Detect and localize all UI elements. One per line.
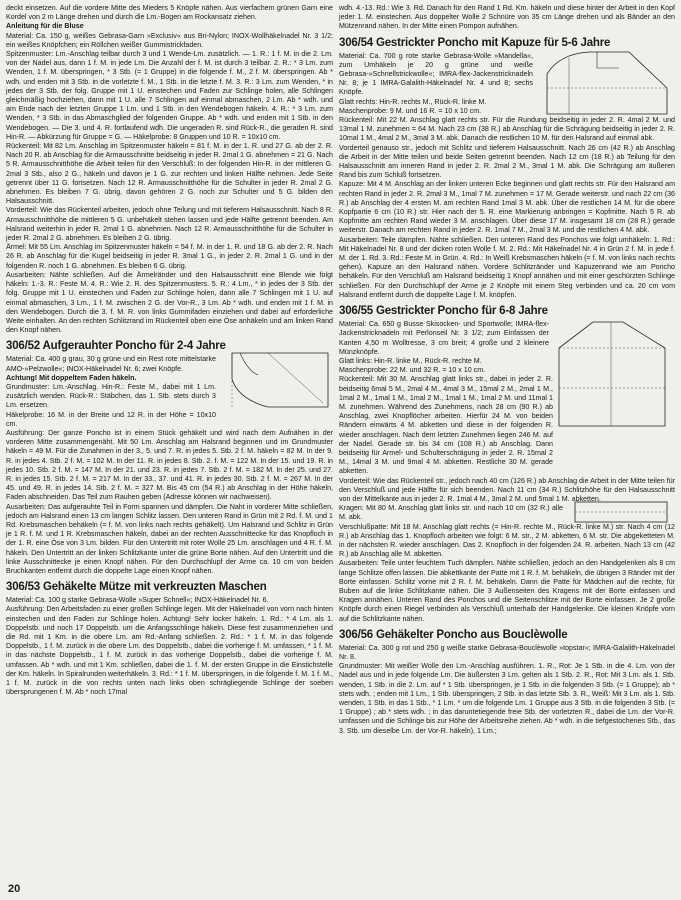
- paragraph: deckt einsetzen. Auf die vordere Mitte des Mieders 5 Knöpfe nähen. Aus vierfachem grünen Garn eine Kordel von 2 m Länge drehen und durch die Lm.-Bogen am Rockansatz ziehen.: [6, 4, 333, 22]
- paragraph: Vorderteil genauso str., jedoch mit Schlitz und tieferem Halsausschnitt. Nach 26 cm (42 R.) ab Anschlag die Arbeit in der Mitte teilen und beide Seiten getrennt beenden. Nach 12 cm (18 R.) ab Teilung für den Halsausschnitt am inneren Rand in jeder 2. R. 2mal 2 M., 3mal 1 M. abk. Die Schrägung am äußeren Rand bis zum Schluß fortsetzen.: [339, 143, 675, 180]
- s54-intro: [339, 52, 533, 116]
- paragraph: Glatt links: Hin-R. linke M., Rück-R. rechte M.: [339, 356, 482, 365]
- section-title-306-55: 306/55 Gestrickter Poncho für 6-8 Jahre: [339, 305, 548, 318]
- section-title-306-53: 306/53 Gehäkelte Mütze mit verkreuzten Maschen: [6, 581, 267, 594]
- paragraph: Ärmel: Mit 55 Lm. Anschlag im Spitzenmuster häkeln = 54 f. M. in der 1. R. und 18 G. ab der 2. R. Nach 26 R. ab Anschlag für die Kugel beidseitig in jeder R. 3mal 1 G., in jeder 2. R. 2mal 1 G. und in der folgenden R. noch 1 G. abnehmen. Es bleiben 6 G. übrig.: [6, 243, 333, 270]
- poncho-55-diagram: [553, 318, 673, 430]
- s52-intro: [6, 355, 216, 429]
- right-column: [339, 4, 675, 736]
- paragraph: Kapuze: Mit 4 M. Anschlag an der linken unteren Ecke beginnen und glatt rechts str. Für den Halsrand am rechten Rand in jeder 2. R. 2mal 3 M., 1mal 7 M. zunehmen = 17 M. Gerade weiterstr. und nach 22 cm (36 R.) ab Anschlag der 4 ersten M. am rechten Rand 1mal 3 M. abk. Über die restlichen 14 M. für die obere Kopfpartie 6 cm (10 R.) str. Hier nach der 5. R. eine Markierung anbringen = Kopfmitte. Nach 5 R. ab Kopfmitte am rechten Rand wieder 3 M. anschlagen. Über diese 17 M. insgesamt 18 cm (28 R.) gerade weiterstr. Danach am rechten Rand in jeder 2. R. 1mal 7 M., 2mal 3 M. und die restlichen 4 M. abk.: [339, 180, 675, 235]
- paragraph: Material: Ca. 100 g starke Gebrasa-Wolle »Super Schnell«; INOX-Häkelnadel Nr. 6.: [6, 596, 269, 605]
- left-column: [6, 4, 333, 697]
- paragraph: Kragen: Mit 80 M. Anschlag glatt links str. und nach 10 cm (32 R.) alle M. abk.: [339, 504, 563, 522]
- paragraph: Material: Ca. 300 g rot und 250 g weiße starke Gebrasa-Bouclèwolle »topstar«; IMRA-Galalith-Häkelnadel Nr. 8.: [339, 643, 675, 661]
- paragraph: Maschenprobe: 22 M. und 32 R. = 10 x 10 cm.: [339, 366, 486, 375]
- paragraph: Achtung! Mit doppeltem Faden häkeln.: [6, 373, 137, 382]
- paragraph: Rückenteil: Mit 30 M. Anschlag glatt links str., dabei in jeder 2. R. beidseitig 6mal 5 M., 2mal 4 M., 4mal 3 M., 15mal 2 M., 2mal 1 M., 1mal 2 M., 1mal 1 M., 1mal 2 M., 1mal 1 M., 1mal 2 M. und 11mal 1 M. zunehmen. Während des Zunehmens, nach 28 cm (90 R.) ab Anschlag, zwei Knopflöcher arbeiten. Hierfür 24 M. von beiden Rändern einwärts 4 M. abketten und diese in der folgenden R. wieder anschlagen. Nach dem letzten Zunehmen liegen 246 M. auf der Nadel. Gerade str. bis 34 cm (108 R.) ab Anschlag. Dann beidseitig für Armel- und Schulterschrägung in jeder 2. R. 15mal 2 M., 14mal 3 M. und 9mal 4 M. abketten. Restliche 30 M. gerade abketten.: [339, 375, 553, 476]
- subheading-bluse: Anleitung für die Bluse: [6, 22, 84, 31]
- paragraph: Material: Ca. 150 g, weißes Gebrasa-Garn »Exclusiv« aus Bri-Nylon; INOX-Wollhäkelnadel Nr. 3 1/2; ein weißes Knöpfchen; ein Röllchen weißer Gummistrickfaden.: [6, 31, 333, 49]
- left-intro: [6, 4, 333, 22]
- page-number: 20: [8, 883, 21, 895]
- collar-55-diagram: [571, 498, 671, 526]
- paragraph: Ausführung: Der ganze Poncho ist in einem Stück gehäkelt und wird nach dem Aufnähen in der vorderen Mitte zusammengenäht. Mit 50 Lm. Anschlag am Halsrand beginnen und im Grundmuster häkeln = 49 M. Für die Zunahmen in der 3., 5. und 7. R. in jedes 5. Stb. 2 f. M. häkeln = 82 M. In der 9. R. in jedes 4. Stb. 2 f. M. = 102 M. In der 11. R. in jedes 8. Stb. 2. f. M. = 122 M. In der 15. und 19. R. in jedes 10. Stb. 2 f. M. = 147 M. In der 21. und 23. R. in jedes 7. Stb. 2 f. M. = 182 M. In der 25. und 27. R. in jedes 15. Stb. 2 f. M. = 217 M. In der 33., 37. und 41. R. in jedes 30. Stb. 2 f. M. = 267 M. In der 45. und 49. R. in jedes 14. Stb. 2 f. M. = 327 M. Bis 45 cm (54 R.) ab Anschlag in der Höhe häkeln, Faden abschneiden. Das Teil zum Rauhen geben (Adresse können wir nachweisen).: [6, 428, 333, 502]
- section-title-306-54: 306/54 Gestrickter Poncho mit Kapuze für 5-6 Jahre: [339, 36, 611, 49]
- paragraph: Vorderteil: Wie das Rückenteil str., jedoch nach 40 cm (126 R.) ab Anschlag die Arbeit in der Mitte teilen für den Verschluß und jede Hälfte für sich beenden. Nach 11 cm (34 R.) Schlitzhöhe für den Halsausschnitt von der Mittelkante aus in jeder 2. R. 1mal 4 M., 3mal 2 M. und 5mal 1 M. abketten.: [339, 476, 675, 503]
- paragraph: Grundmuster: Mit weißer Wolle den Lm.-Anschlag ausführen. 1. R., Rot: Je 1 Stb. in die 4. Lm. von der Nadel aus und in jede folgende Lm. Die äußersten 3 Lm. gelten als 1 Stb. 2. R., Rot: Mit 3 Lm. als 1. Stb. wenden, 1 Stb. in die 2. Lm. auf * 1 Stb. überspringen, je 1 Stb. in die folgenden 3 Stb. (= 1 Gruppe); ab * stets wdh. ; enden mit 1 Lm., 1 Stb. überspringen, 2 Stb. in das letzte Stb. 3. R., Weiß: Mit 3 Lm. als 1. Stb. wenden, 1 Stb. in das 1 Stb., * 1 Lm. * um die folgende Lm. 1 Gruppe aus 3 Stb. in die folgenden 3 Stb. (= 1 Gruppe) ; ab * stets wdh. ; in das daruntetiegende freie Stb. der vorletzten R., dabei die Lm. der Vor-R. umfassen und die Schlinge bis zur Höhe der Arbeitsreihe ziehen. Ab * wdh. in die tiefgestochenes Stb., das 3. Stb. um dieselbe Lm. der Vor-R. häkeln), 1 Lm.;: [339, 662, 675, 735]
- paragraph: Ausarbeiten: Nähte schließen. Auf die Ärmelränder und den Halsausschnitt eine Blende wie folgt häkeln: 1.-3. R.: Feste M. 4. R.: Wie 2. R. des Spitzenmusters. 5. R.: 4 Lm., * in jedes der 3 Stb. der folg. Gruppe mit 1 U. einstechen und Faden zur Schlinge holen, dann alle 7 Schlingen mit 1 U. auf einmal abmaschen, 3 Lm., 1 f. M. zwischen 2 G. der Vor-R., 3 Lm. Ab * wdh. und enden mit 1 f. M. in den Wendebogen. Durch die 3. f. M. R. von links Gummifaden einziehen und dabei auf erforderliche Weite einhalten. An den rechten Schlitzrand im Rückenteil oben eine Öse anhäkeln und am linken Rand den Knopf nähen.: [6, 270, 333, 335]
- paragraph: Ausarbeiten: Das aufgerauhte Teil in Form spannen und dämpfen. Die Naht in vorderer Mitte schließen, jedoch am Halsrand einen 13 cm langen Schlitz lassen. Den unteren Rand in Grün mit 2 Rd. f. M. und 1 Rd. Krebsmaschen behäkeln (= f. M. von links nach rechts gehäkelt). Um Halsrand und Schlitz in Grün je 1 R. f. M. und 1 R. Krebsmaschen häkeln, dabei an der rechten Ausschnittecke für das Knopfloch in der 1. R. eine Öse von 3 Lm. bilden. Für den Untertritt mit roter Wolle 25 Lm. anschlagen und 4 R. f. M. häkeln. Den Untertritt an der linken Schlitzkante unter die grüne Borte nähen. Auf den Untertritt und die linke Ausschnittecke je einen Knopf nähen. Für den Durchschlupf der Arme ca. 10 cm von beiden Bruchkanten entfernt durch die doppelte Lage einen Knopf nähen.: [6, 502, 333, 575]
- paragraph: Material: Ca. 650 g Busse Skisocken- und Sportwolle; IMRA-flex-Jackenstricknadeln mit Perlonseil Nr. 3 1/2; zum Einfassen der Kanten 4,50 m Wolltresse, 3 cm breit; 4 große und 2 kleinere Münzknöpfe.: [339, 320, 549, 356]
- paragraph: Ausarbeiten: Teile dämpfen. Nähte schließen. Den unteren Rand des Ponchos wie folgt umhäkeln: 1. Rd.: Mit Häkelnadel Nr. 8 und der dicken roten Wolle f. M. 2. Rd.: Mit Häkelnadel Nr. 4 in Grün 2 f. M. in jede f. M. der 1. Rd. 3. Rd.: Feste M. in Grün. 4. Rd.: In Weiß Krebsmaschen häkeln (= f. M. von links nach rechts gehen). Kapuze an den Halsrand nähen. Vordere Schlitzränder und Kapuzenrand wie am Poncho behäkeln. Für den Verschluß am Halsrand beidseitig 1 Knopf annähen und mit einer geschürzten Schlinge schließen. Für den Durchschlupf der Arme je 2 Knöpfe mit einem Steg verbinden und ca. 20 cm vom Halsrand entfernt durch die doppelte Lage f. M. knöpfen.: [339, 235, 675, 299]
- paragraph: Rückenteil: Mit 22 M. Anschlag glatt rechts str. Für die Rundung beidseitig in jeder 2. R. 4mal 2 M. und 13mal 1 M. zunehmen = 64 M. Nach 23 cm (38 R.) ab Anschlag für die Schrägung beidseitig in jeder 2. R. 10mal 1 M., 4mal 2 M., 3mal 3 M. abk. Danach die restlichen 10 M. für den Halsrand auf einmal abk.: [339, 116, 675, 143]
- paragraph: Vorderteil: Wie das Rückenteil arbeiten, jedoch ohne Teilung und mit tieferem Halsausschnitt. Nach 8 R. Armausschnitthöhe die mittleren 5 G. unbehäkelt stehen lassen und jede Hälfte getrennt beenden. Am Halsrand weiterhin in jeder R. 2mal 1 G. abnehmen. Nach 12 R. Armausschnitthöhe für die Schulter in jeder R. 2mal 2 G. abnehmen. Es bleiben 2 G. übrig.: [6, 206, 333, 243]
- paragraph: Verschlußpatte: Mit 18 M. Anschlag glatt rechts (= Hin-R. rechte M., Rück-R. linke M.) str. Nach 4 cm (12 R.) ab Anschlag das 1. Knopfloch arbeiten wie folgt: 6 M. str., 2 M. abketten, 6 M. str. Die abgeketteten M. in der nächsten R. wieder anschlagen. Das 2. Knopfloch in der folgenden 24. R. arbeiten. Nach 13 cm (42 R.) ab Anschlag alle M. abketten.: [339, 522, 675, 559]
- section-title-306-52: 306/52 Aufgerauhter Poncho für 2-4 Jahre: [6, 340, 226, 353]
- poncho-54-diagram: [539, 48, 674, 120]
- paragraph: Häkelprobe: 16 M. in der Breite und 12 R. in der Höhe = 10x10 cm.: [6, 410, 216, 428]
- section-title-306-56: 306/56 Gehäkelter Poncho aus Bouclèwolle: [339, 628, 568, 641]
- paragraph: Ausführung: Den Arbeitsfaden zu einer großen Schlinge legen. Mit der Häkelnadel von vorn nach hinten einstechen und den Faden zur Schlinge holen. Achtung! Sehr locker häkeln. 1. Rd.: * 4 Lm. als 1. Doppelstb. und noch 17 Doppelstb. um die Anfangsschlinge häkeln. Diese fest zusammenziehen und die Rd. mit 1 Km. in die obere Lm. am Rd.-Anfang schließen. 2. Rd.: * 1 f. M. in das folgende Doppelstb., 1 f. M. zurück in die obere Lm. des Doppelstb., dabei die vorherige f. M. umfassen, * 1 f. M. in das nächste Doppelstb., 1 f. M. zurück in das vorherige Doppelstb., dabei die vorherige f. M. umfassen. Ab * wdh. und mit 1 Km. schließen, dabei die 1. f. M. der ersten Gruppe in die Einstichstelle der Km. häkeln. In Spiralrunden weiterhäkeln. 3. Rd.: * 1 f. M. überspringen, in die folgende f. M. 1 f. M., 1 f. M. zurück in die von rechts unten nach links oben schrägliegende Schlinge der soeben übersprungenen f. M. Ab * noch 17mal: [6, 605, 333, 697]
- paragraph: Maschenprobe: 9 M. und 16 R. = 10 x 10 cm.: [339, 106, 482, 115]
- paragraph: wdh. 4.-13. Rd.: Wie 3. Rd. Danach für den Rand 1 Rd. Km. häkeln und diese hinter der Arbeit in den Kopf jeder 1. M. einstechen. Aus doppelter Wolle 2 Schnüre von 35 cm Länge drehen und als Bänder an den Mützenrand nähen. In der Mitte einen Pompon aufnähen.: [339, 4, 675, 31]
- poncho-52-diagram: [228, 349, 333, 411]
- paragraph: Rückenteil: Mit 82 Lm. Anschlag im Spitzenmuster häkeln = 81 f. M. in der 1. R. und 27 G. ab der 2. R. Nach 20 R. ab Anschlag für die Armausschnitte beidseitig in jeder R. 2mal 1 G. abnehmen = 21 G. Nach 5 R. Armausschnitthöhe die Arbeit teilen für den Verschluß: In der folgenden Hin-R. in der mittleren G. 2mal 3 Stb., also 2 G., häkeln und davon je 1 G. zur rechten und linken Hälfte nehmen. Jede Seite getrennt über 11 G. fortsetzen. Nach 12 R. Armausschnitthöhe für die Schulter in jeder R. 2mal 2 G. abnehmen. Es bleiben 7 G. übrig, davon gehören 2 G. noch zur Schulter und 5 G. bilden den Halsausschnitt.: [6, 142, 333, 206]
- paragraph: Material: Ca. 700 g rote starke Gebrasa-Wolle »Mandella«, zum Umhäkeln je 20 g grüne und weiße Gebrasa-»Schnellstrickwolle«; IMRA-flex-Jackenstricknadeln Nr. 8; je 1 IMRA-Galalith-Häkelnadel Nr. 4 und 8; sechs Knöpfe.: [339, 51, 533, 97]
- paragraph: Grundmuster: Lm.-Anschlag. Hin-R.: Feste M., dabei mit 1 Lm. zusätzlich wenden. Rück-R.: Stäbchen, das 1. Stb. stets durch 3 Lm. ersetzen.: [6, 382, 216, 410]
- paragraph: Ausarbeiten: Teile unter feuchtem Tuch dämpfen. Nähte schließen, jedoch an den Handgelenken als 8 cm lange Schlitze offen lassen. Die abkettkante der Patte mit 1 R. f. M. behäkeln, die übrigen 3 Ränder mit der Borte einfassen. Schlitz vorne mit 2 R. f. M. behäkeln. Dann die Patte für Mädchen auf die rechte, für Buben auf die linke Schlitzkante nähen. Die 3 Außenseiten des Kragens mit der Borte einfassen und Kragen annähen. Unteren Rand des Ponchos und die Seitenschlitze mit der Borte einfassen. Je 2 große Knöpfe durch einen Riegel verbinden als Verschluß unterhalb der Handgelenke. Die kleinen Knöpfe vorn auf die Schlitzkante nähen.: [339, 559, 675, 623]
- paragraph: Spitzenmuster: Lm.-Anschlag teilbar durch 3 und 1 Wende-Lm. zusätzlich. — 1. R.: 1 f. M. in die 2. Lm. von der Nadel aus, dann 1 f. M. in jede Lm. Die Anzahl der f. M. ist durch 3 teilbar. 2. R.: * 3 Lm. zum Wenden, 1 f. M. überspringen, * 3 Stb. (= 1 Gruppe) in die folgende f. M., 2 f. M. überspringen. Ab * wdh. und enden mit 3 Stb. in die vorletzte f. M., 1 Stb. in die letzte f. M. 3. R.: 3 Lm. zum Wenden, * in jedes der 3 Stb. der folg. Gruppe mit 1 U. einstechen und Faden zur Schlinge holen, alle Schlingen gleichmäßig hochziehen, dann mit 1 U. alle 7 Schlingen auf einmal abmaschen, 2 Lm. Ab * wdh. und am Ende nach der letzten Gruppe 1 Lm. und 1 Stb. in den Wendebogen häkeln. 4. R.: * 3 Lm. zum Wenden, * 3 Stb. in das Abmaschglied der folgenden Gruppe. Ab * wdh. und enden mit 1 Stb. in den Wendebogen. — Die 3. und 4. R. fortlaufend wdh. Die ungeraden R. sind Rück-R., die geraden R. sind Hin-R. — Abkürzung für Gruppe = G. — Häkelprobe: 8 Gruppen und 10 R. = 10x10 cm.: [6, 50, 333, 141]
- s55-intro: [339, 320, 549, 375]
- paragraph: Glatt rechts: Hin-R. rechts M., Rück-R. linke M.: [339, 97, 487, 106]
- paragraph: Material: Ca. 400 g grau, 30 g grüne und ein Rest rote mittelstarke AMO-»Pelzwolle«; INOX-Häkelnadel Nr. 6; zwei Knöpfe.: [6, 355, 216, 373]
